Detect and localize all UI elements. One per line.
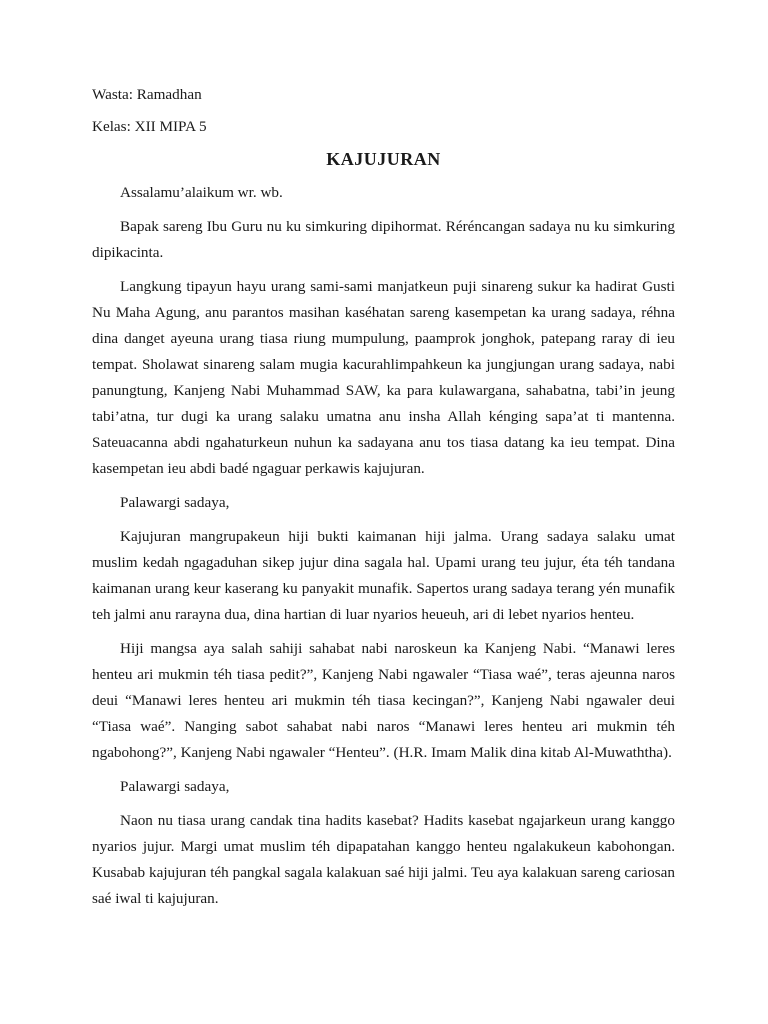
- student-class-line: Kelas: XII MIPA 5: [92, 118, 207, 135]
- student-name-line: Wasta: Ramadhan: [92, 86, 202, 103]
- paragraph-address-1: Palawargi sadaya,: [120, 494, 230, 511]
- paragraph-greeting: Assalamu’alaikum wr. wb.: [120, 184, 283, 201]
- paragraph-opening: Langkung tipayun hayu urang sami-sami manjatkeun puji sinareng sukur ka hadirat Gusti Nu Maha Agung, anu parantos masihan kaséhatan sareng kasempetan ka urang sadaya, réhna dina danget ayeuna urang tiasa riung mumpulung, paamprok jonghok, patepang raray di ieu tempat. Sholawat sinareng salam mugia kacurahlimpahkeun ka jungjungan urang sadaya, nabi panungtung, Kanjeng Nabi Muhammad SAW, ka para kulawargana, sahabatna, tabi’in jeung tabi’atna, tur dugi ka urang salaku umatna anu insha Allah kénging sapa’at ti mantenna. Sateuacanna abdi ngahaturkeun nuhun ka sadayana anu tos tiasa datang ka ieu tempat. Dina kasempetan ieu abdi badé ngaguar perkawis kajujuran.: [92, 278, 675, 477]
- document-body: [92, 82, 675, 920]
- paragraph-honesty-faith: Kajujuran mangrupakeun hiji bukti kaimanan hiji jalma. Urang sadaya salaku umat muslim kedah ngagaduhan sikep jujur dina sagala hal. Upami urang teu jujur, éta téh tandana kaimanan urang keur kaserang ku panyakit munafik. Sapertos urang sadaya terang yén munafik teh jalmi anu rarayna dua, dina hartian di luar nyarios heueuh, ari di lebet nyarios henteu.: [92, 528, 675, 623]
- paragraph-address-2: Palawargi sadaya,: [120, 778, 230, 795]
- paragraph-lesson: Naon nu tiasa urang candak tina hadits kasebat? Hadits kasebat ngajarkeun urang kanggo nyarios jujur. Margi umat muslim téh dipapatahan kanggo henteu ngalakukeun kabohongan. Kusabab kajujuran téh pangkal sagala kalakuan saé hiji jalmi. Teu aya kalakuan sareng cariosan saé iwal ti kajujuran.: [92, 812, 675, 907]
- paragraph-salutation: Bapak sareng Ibu Guru nu ku simkuring dipihormat. Réréncangan sadaya nu ku simkuring dipikacinta.: [92, 218, 675, 261]
- document-title: KAJUJURAN: [326, 149, 441, 169]
- paragraph-hadith: Hiji mangsa aya salah sahiji sahabat nabi naroskeun ka Kanjeng Nabi. “Manawi leres henteu ari mukmin téh tiasa pedit?”, Kanjeng Nabi ngawaler “Tiasa waé”, teras ajeunna naros deui “Manawi leres henteu ari mukmin téh tiasa kecingan?”, Kanjeng Nabi ngawaler deui “Tiasa waé”. Nanging sabot sahabat nabi naros “Manawi leres henteu ari mukmin téh ngabohong?”, Kanjeng Nabi ngawaler “Henteu”. (H.R. Imam Malik dina kitab Al-Muwaththa).: [92, 640, 675, 761]
